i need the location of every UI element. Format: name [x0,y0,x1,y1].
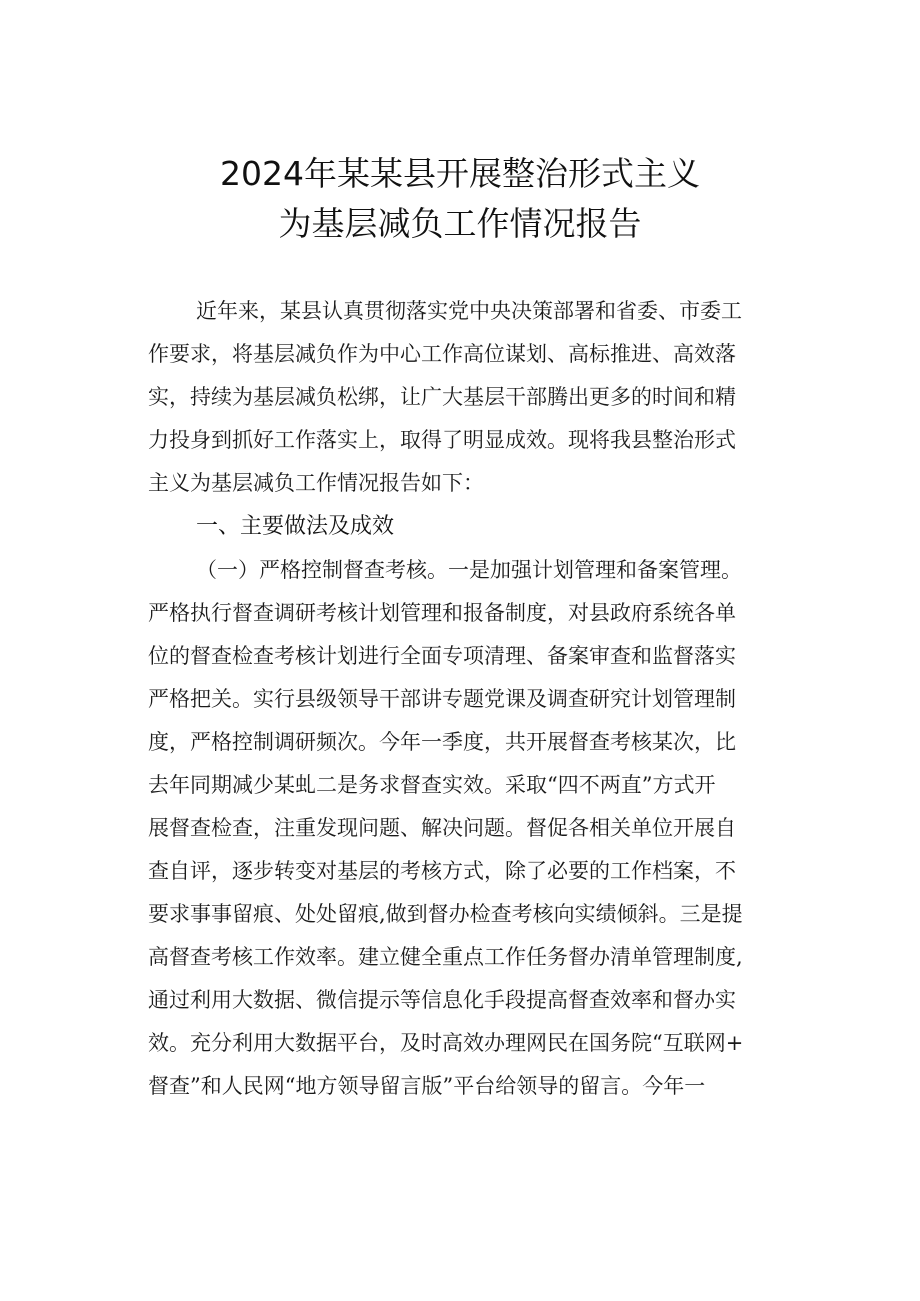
paragraph-line: 度，严格控制调研频次。今年一季度，共开展督查考核某次，比 [148,730,736,754]
paragraph-line: 近年来，某县认真贯彻落实党中央决策部署和省委、市委工 [196,299,742,323]
paragraph-line: 效。充分利用大数据平台，及时高效办理网民在国务院“互联网+ [148,1031,744,1055]
paragraph-line: 要求事事留痕、处处留痕,做到督办检查考核向实绩倾斜。三是提 [148,902,743,926]
document-title-line-2: 为基层减负工作情况报告 [278,204,642,243]
section-heading: 一、主要做法及成效 [196,514,395,539]
paragraph-line: 高督查考核工作效率。建立健全重点工作任务督办清单管理制度, [148,945,743,969]
paragraph-line: 通过利用大数据、微信提示等信息化手段提高督查效率和督办实 [148,988,736,1012]
paragraph-line: 展督查检查，注重发现问题、解决问题。督促各相关单位开展自 [148,816,736,840]
paragraph-line: 严格执行督查调研考核计划管理和报备制度，对县政府系统各单 [148,601,736,625]
paragraph-line: （一）严格控制督查考核。一是加强计划管理和备案管理。 [196,558,742,582]
paragraph-line: 严格把关。实行县级领导干部讲专题党课及调查研究计划管理制 [148,687,736,711]
paragraph-line: 作要求，将基层减负作为中心工作高位谋划、高标推进、高效落 [148,342,736,366]
paragraph-line: 主义为基层减负工作情况报告如下： [148,471,484,495]
paragraph-line: 查自评，逐步转变对基层的考核方式，除了必要的工作档案，不 [148,859,736,883]
document-title-line-1: 2024年某某县开展整治形式主义 [220,154,700,193]
paragraph-line: 位的督查检查考核计划进行全面专项清理、备案审查和监督落实 [148,644,736,668]
paragraph-line: 实，持续为基层减负松绑，让广大基层干部腾出更多的时间和精 [148,385,736,409]
paragraph-line: 督查”和人民网“地方领导留言版”平台给领导的留言。今年一 [148,1074,706,1098]
paragraph-line: 去年同期减少某虬二是务求督查实效。采取“四不两直”方式开 [148,773,716,797]
paragraph-line: 力投身到抓好工作落实上，取得了明显成效。现将我县整治形式 [148,428,736,452]
